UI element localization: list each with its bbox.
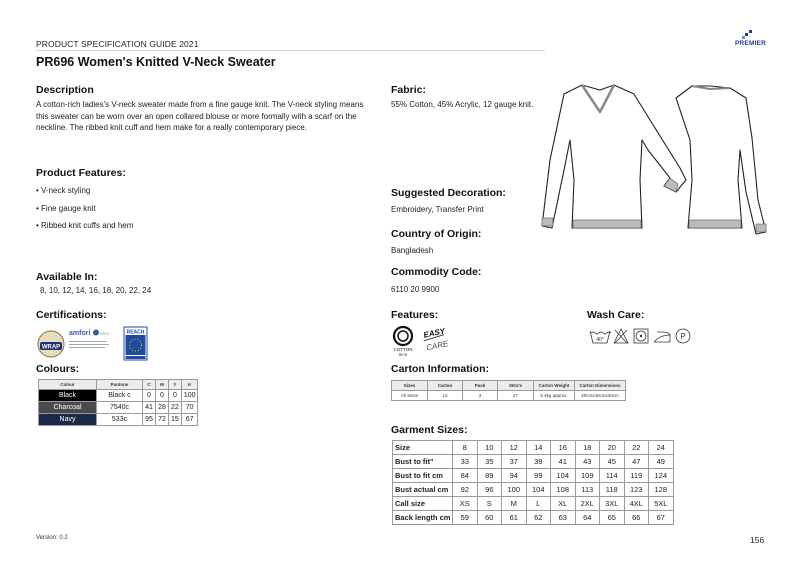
commodity-code-text: 6110 20 9900 <box>391 285 440 294</box>
page-title: PR696 Women's Knitted V-Neck Sweater <box>36 55 276 69</box>
size-cell: 12 <box>502 441 527 455</box>
cell: 5.4kg approx. <box>534 391 575 401</box>
certification-logos <box>37 326 152 362</box>
colours-table <box>38 379 198 426</box>
size-cell: 99 <box>526 469 551 483</box>
col-carton-weight: Carton Weight <box>534 381 575 391</box>
fabric-text: 55% Cotton, 45% Acrylic, 12 gauge knit. <box>391 100 534 109</box>
front-view-body <box>542 85 686 228</box>
size-cell: 67 <box>649 511 674 525</box>
size-cell: M <box>502 497 527 511</box>
country-of-origin-heading: Country of Origin: <box>391 228 482 240</box>
table-header-row <box>39 380 198 390</box>
feature-item: • Fine gauge knit <box>36 204 96 213</box>
size-cell: 43 <box>575 455 600 469</box>
svg-text:RICH: RICH <box>398 353 408 357</box>
table-row <box>392 391 626 401</box>
pantone-cell: 7540c <box>97 402 143 414</box>
colour-swatch-black: Black <box>39 390 97 402</box>
cell: 27 <box>498 391 534 401</box>
m-cell: 72 <box>156 414 169 426</box>
size-cell: 35 <box>477 455 502 469</box>
size-cell: 8 <box>453 441 478 455</box>
size-cell: 119 <box>624 469 649 483</box>
k-cell: 70 <box>181 402 198 414</box>
size-cell: 16 <box>551 441 576 455</box>
header-divider <box>36 50 545 51</box>
svg-text:BSCI: BSCI <box>100 331 110 336</box>
dry-clean-p-icon <box>676 329 690 343</box>
pantone-cell: Black c <box>97 390 143 402</box>
page-number: 156 <box>750 535 765 545</box>
col-pack: Pack <box>463 381 498 391</box>
size-cell: 108 <box>551 483 576 497</box>
wash-care-icons <box>589 326 699 346</box>
size-cell: 60 <box>477 511 502 525</box>
table-row <box>393 497 674 511</box>
cell: 3 <box>463 391 498 401</box>
version-label: Version: 0.2 <box>36 535 68 541</box>
size-cell: 65 <box>600 511 625 525</box>
cell: All Sizes <box>392 391 428 401</box>
easy-care-icon <box>422 326 450 352</box>
size-cell: 114 <box>600 469 625 483</box>
size-cell: 64 <box>575 511 600 525</box>
col-skus: SKU's <box>498 381 534 391</box>
feature-item: • Ribbed knit cuffs and hem <box>36 221 134 230</box>
svg-text:P: P <box>680 332 686 341</box>
description-heading: Description <box>36 84 94 96</box>
table-header-row <box>392 381 626 391</box>
fabric-heading: Fabric: <box>391 84 427 96</box>
size-cell: 5XL <box>649 497 674 511</box>
colour-swatch-navy: Navy <box>39 414 97 426</box>
size-cell: XS <box>453 497 478 511</box>
size-cell: 109 <box>575 469 600 483</box>
table-row <box>393 469 674 483</box>
size-cell: 92 <box>453 483 478 497</box>
garment-sketch <box>530 80 776 240</box>
size-cell: 84 <box>453 469 478 483</box>
colour-swatch-charcoal: Charcoal <box>39 402 97 414</box>
reach-logo <box>124 327 147 360</box>
size-cell: 113 <box>575 483 600 497</box>
size-cell: 41 <box>551 455 576 469</box>
size-cell: S <box>477 497 502 511</box>
garment-sizes-table <box>392 440 674 525</box>
cell: 12 <box>428 391 463 401</box>
size-cell: 62 <box>526 511 551 525</box>
carton-heading: Carton Information: <box>391 363 489 375</box>
size-cell: 45 <box>600 455 625 469</box>
amfori-bsci-logo <box>69 330 109 349</box>
table-row <box>393 441 674 455</box>
size-cell: 47 <box>624 455 649 469</box>
m-cell: 0 <box>156 390 169 402</box>
y-cell: 15 <box>169 414 182 426</box>
row-header: Size <box>393 441 453 455</box>
col-sizes: Sizes <box>392 381 428 391</box>
col-k: K <box>181 380 198 390</box>
size-cell: 39 <box>526 455 551 469</box>
size-cell: 18 <box>575 441 600 455</box>
size-cell: 128 <box>649 483 674 497</box>
y-cell: 22 <box>169 402 182 414</box>
row-header: Bust to fit cm <box>393 469 453 483</box>
size-cell: 94 <box>502 469 527 483</box>
k-cell: 67 <box>181 414 198 426</box>
size-cell: 22 <box>624 441 649 455</box>
col-pantone: Pantone <box>97 380 143 390</box>
y-cell: 0 <box>169 390 182 402</box>
svg-text:EASY: EASY <box>422 326 446 340</box>
size-cell: 61 <box>502 511 527 525</box>
size-cell: 20 <box>600 441 625 455</box>
size-cell: 24 <box>649 441 674 455</box>
guide-title: PRODUCT SPECIFICATION GUIDE 2021 <box>36 39 199 49</box>
description-text: A cotton-rich ladies's V-neck sweater made from a fine gauge knit. The V-neck styling means this sweater can be worn over an open collared blouse or more formally with a scarf on the neckline. The ribbed knit cuff and hem make for a really contemporary piece. <box>36 100 364 132</box>
col-carton-dimensions: Carton Dimensions <box>575 381 626 391</box>
size-cell: 14 <box>526 441 551 455</box>
wrap-logo <box>38 331 64 357</box>
size-cell: 124 <box>649 469 674 483</box>
svg-text:WRAP: WRAP <box>41 344 61 351</box>
tumble-dry-icon <box>634 329 648 343</box>
table-row <box>393 511 674 525</box>
k-cell: 100 <box>181 390 198 402</box>
size-cell: 66 <box>624 511 649 525</box>
size-cell: 63 <box>551 511 576 525</box>
size-cell: 10 <box>477 441 502 455</box>
size-cell: 123 <box>624 483 649 497</box>
size-cell: 104 <box>526 483 551 497</box>
country-of-origin-text: Bangladesh <box>391 246 434 255</box>
carton-table <box>391 380 626 401</box>
table-row <box>39 390 198 402</box>
size-cell: 2XL <box>575 497 600 511</box>
garment-sizes-heading: Garment Sizes: <box>391 424 468 436</box>
row-header: Bust to fit" <box>393 455 453 469</box>
size-cell: 59 <box>453 511 478 525</box>
svg-text:amfori: amfori <box>69 330 91 337</box>
logo-text: PREMIER <box>735 40 767 47</box>
wash-care-heading: Wash Care: <box>587 309 645 321</box>
size-cell: 100 <box>502 483 527 497</box>
decoration-text: Embroidery, Transfer Print <box>391 205 484 214</box>
size-cell: 118 <box>600 483 625 497</box>
col-y: Y <box>169 380 182 390</box>
row-header: Back length cm <box>393 511 453 525</box>
wash-40-icon <box>590 331 611 343</box>
table-row <box>39 402 198 414</box>
available-sizes: 8, 10, 12, 14, 16, 18, 20, 22, 24 <box>40 286 152 295</box>
features-icons <box>391 325 461 357</box>
c-cell: 41 <box>143 402 156 414</box>
size-cell: 4XL <box>624 497 649 511</box>
table-row <box>393 483 674 497</box>
size-cell: 37 <box>502 455 527 469</box>
row-header: Bust actual cm <box>393 483 453 497</box>
certifications-heading: Certifications: <box>36 309 107 321</box>
size-cell: 104 <box>551 469 576 483</box>
features-heading: Features: <box>391 309 439 321</box>
size-cell: 33 <box>453 455 478 469</box>
size-cell: XL <box>551 497 576 511</box>
col-colour: Colour <box>39 380 97 390</box>
table-row <box>39 414 198 426</box>
table-row <box>393 455 674 469</box>
feature-item: • V-neck styling <box>36 186 91 195</box>
col-carton: Carton <box>428 381 463 391</box>
size-cell: 89 <box>477 469 502 483</box>
do-not-bleach-icon <box>614 329 628 343</box>
size-cell: 49 <box>649 455 674 469</box>
colours-heading: Colours: <box>36 363 80 375</box>
col-c: C <box>143 380 156 390</box>
size-cell: 3XL <box>600 497 625 511</box>
m-cell: 28 <box>156 402 169 414</box>
c-cell: 0 <box>143 390 156 402</box>
svg-text:REACH: REACH <box>126 329 145 336</box>
decoration-heading: Suggested Decoration: <box>391 187 506 199</box>
cell: 40cmx40cmx20cm <box>575 391 626 401</box>
row-header: Call size <box>393 497 453 511</box>
size-cell: 96 <box>477 483 502 497</box>
c-cell: 95 <box>143 414 156 426</box>
size-cell: L <box>526 497 551 511</box>
available-in-heading: Available In: <box>36 271 98 283</box>
back-view-body <box>676 86 766 234</box>
product-features-heading: Product Features: <box>36 167 126 179</box>
cotton-rich-icon <box>394 327 413 357</box>
pantone-cell: 533c <box>97 414 143 426</box>
svg-text:COTTON: COTTON <box>393 347 413 352</box>
svg-text:CARE: CARE <box>425 339 450 353</box>
col-m: M <box>156 380 169 390</box>
iron-low-icon <box>654 332 670 342</box>
svg-text:40°: 40° <box>596 337 604 343</box>
commodity-code-heading: Commodity Code: <box>391 266 482 278</box>
premier-logo <box>733 30 769 50</box>
